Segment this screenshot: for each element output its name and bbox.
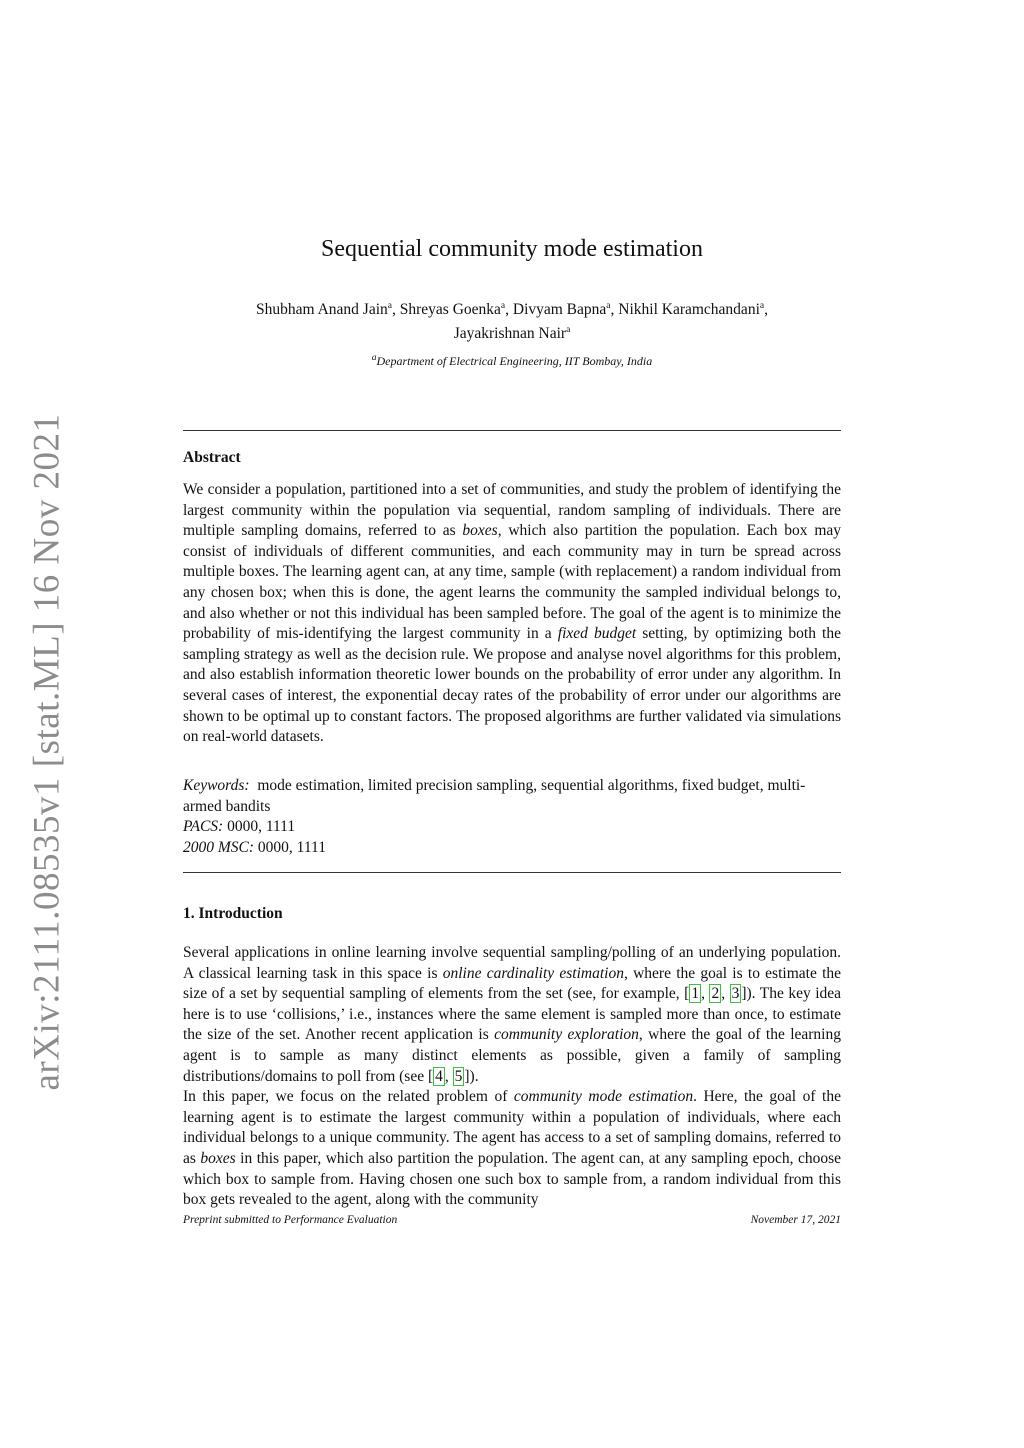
footer-date: November 17, 2021 <box>750 1214 841 1226</box>
citation-link[interactable]: 5 <box>454 1067 463 1085</box>
author-name: Shubham Anand Jain <box>256 301 388 319</box>
author-name: Divyam Bapna <box>512 301 607 319</box>
affiliation-marker: a <box>606 301 611 311</box>
author-name: Nikhil Karamchandani <box>618 301 760 319</box>
author-name: Shreyas Goenka <box>399 301 501 319</box>
citation-link[interactable]: 2 <box>711 985 720 1003</box>
abstract-heading: Abstract <box>183 449 241 466</box>
citation-link[interactable]: 4 <box>435 1067 443 1085</box>
paper-title: Sequential community mode estimation <box>321 236 703 262</box>
footer-submission: Preprint submitted to Performance Evaluation <box>183 1214 398 1226</box>
author-name: Jayakrishnan Nair <box>453 325 567 343</box>
arxiv-identifier: arXiv:2111.08535v1 [stat.ML] 16 Nov 2021 <box>26 413 68 1091</box>
citation-link[interactable]: 1 <box>691 985 700 1003</box>
introduction-text <box>183 943 841 1211</box>
abstract-bottom-rule <box>183 872 841 873</box>
intro-paragraph: In this paper, we focus on the related problem of community mode estimation. Here, the goal of the learning agent is to estimate the largest community within a population of individuals, where each individual belongs to a unique community. The agent has access to a set of sampling domains, referred to as boxes in this paper, which also partition the population. The agent can, at any sampling epoch, choose which box to sample from. Having chosen one such box to sample from, a random individual from this box gets revealed to the agent, along with the community <box>183 1088 841 1209</box>
author-list: Shubham Anand Jain$^a$, Shreyas Goenka$^a$, Divyam Bapna$^a$, Nikhil Karamchandani$^a$, Jayakrishnan Nair$^a$ <box>256 301 768 343</box>
abstract-text: We consider a population, partitioned into a set of communities, and study the problem of identifying the largest community within the population via sequential, random sampling of individuals. There are multiple sampling domains, referred to as boxes, which also partition the population. Each box may consist of individuals of different communities, and each community may in turn be spread across multiple boxes. The learning agent can, at any time, sample (with replacement) a random individual from any chosen box; when this is done, the agent learns the community the sampled individual belongs to, and also whether or not this individual has been sampled before. The goal of the agent is to minimize the probability of mis-identifying the largest community in a fixed budget setting, by optimizing both the sampling strategy as well as the decision rule. We propose and analyse novel algorithms for this problem, and also establish information theoretic lower bounds on the probability of error under any algorithm. In several cases of interest, the exponential decay rates of the probability of error under our algorithms are shown to be optimal up to constant factors. The proposed algorithms are further validated via simulations on real-world datasets. <box>183 481 841 746</box>
pacs-line: PACS: 0000, 1111 <box>183 818 296 836</box>
keywords-block <box>183 776 841 858</box>
keywords-line: Keywords: mode estimation, limited precision sampling, sequential algorithms, fixed budget, multi-armed bandits <box>183 777 806 815</box>
citation-link[interactable]: 3 <box>731 985 740 1003</box>
affiliation-marker: a <box>566 325 571 336</box>
intro-paragraph: Several applications in online learning involve sequential sampling/polling of an underlying population. A classical learning task in this space is online cardinality estimation, where the goal is to estimate the size of a set by sequential sampling of elements from the set (see, for example, [ 1 , 2 , 3 ]). The key idea here is to use ‘collisions,’ i.e., instances where the same element is sampled more than once, to estimate the size of the set. Another recent application is community exploration, where the goal of the learning agent is to sample as many distinct elements as possible, given a family of sampling distributions/domains to poll from (see [ 4 , 5 ]). <box>183 944 842 1085</box>
msc-line: 2000 MSC: 0000, 1111 <box>183 838 326 856</box>
affiliation-marker: a <box>387 301 392 311</box>
affiliation-marker: a <box>759 301 765 311</box>
affiliation-marker: a <box>500 301 506 311</box>
affiliation-marker: a <box>371 353 377 363</box>
section-heading-introduction: 1. Introduction <box>183 905 283 922</box>
affiliation <box>0 353 1024 369</box>
page-footer <box>183 1214 841 1226</box>
affiliation-text: Department of Electrical Engineering, IIT Bombay, India <box>376 354 653 368</box>
abstract-top-rule <box>183 430 841 431</box>
